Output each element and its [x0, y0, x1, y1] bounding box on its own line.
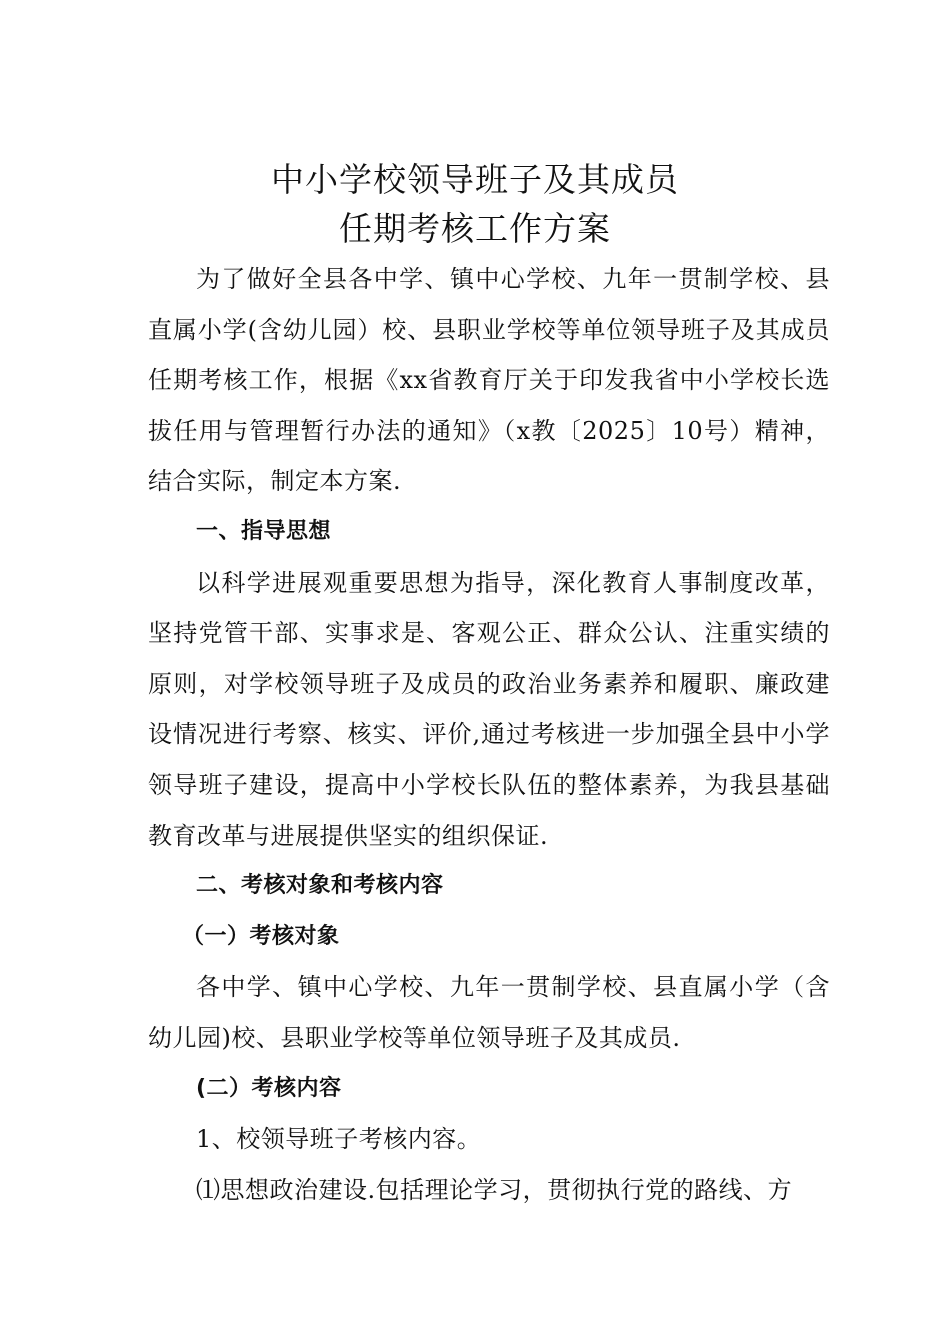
document-title-line-2: 任期考核工作方案 [339, 209, 611, 248]
section-2-sub-1-paragraph: 各中学、镇中心学校、九年一贯制学校、县直属小学（含幼儿园)校、县职业学校等单位领导班子及其成员. [148, 973, 830, 1052]
document-body [148, 254, 830, 1215]
section-1-paragraph: 以科学进展观重要思想为指导，深化教育人事制度改革，坚持党管干部、实事求是、客观公正、群众公认、注重实绩的原则，对学校领导班子及成员的政治业务素养和履职、廉政建设情况进行考察、核实、评价,通过考核进一步加强全县中小学领导班子建设，提高中小学校长队伍的整体素养，为我县基础教育改革与进展提供坚实的组织保证. [148, 568, 830, 850]
intro-paragraph: 为了做好全县各中学、镇中心学校、九年一贯制学校、县直属小学(含幼儿园）校、县职业学校等单位领导班子及其成员任期考核工作，根据《xx省教育厅关于印发我省中小学校长选拔任用与管理暂行办法的通知》（x教〔2025〕10号）精神，结合实际，制定本方案. [148, 265, 830, 496]
section-2-heading: 二、考核对象和考核内容 [196, 873, 444, 899]
document-title-line-1: 中小学校领导班子及其成员 [271, 160, 679, 199]
item-1-1-paragraph: ⑴思想政治建设.包括理论学习，贯彻执行党的路线、方 [196, 1175, 793, 1204]
section-2-sub-1-heading: （一）考核对象 [182, 923, 340, 949]
item-1-paragraph: 1、校领导班子考核内容。 [196, 1125, 482, 1154]
section-2-sub-2-heading: (二）考核内容 [196, 1075, 342, 1101]
section-1-heading: 一、指导思想 [196, 518, 332, 544]
